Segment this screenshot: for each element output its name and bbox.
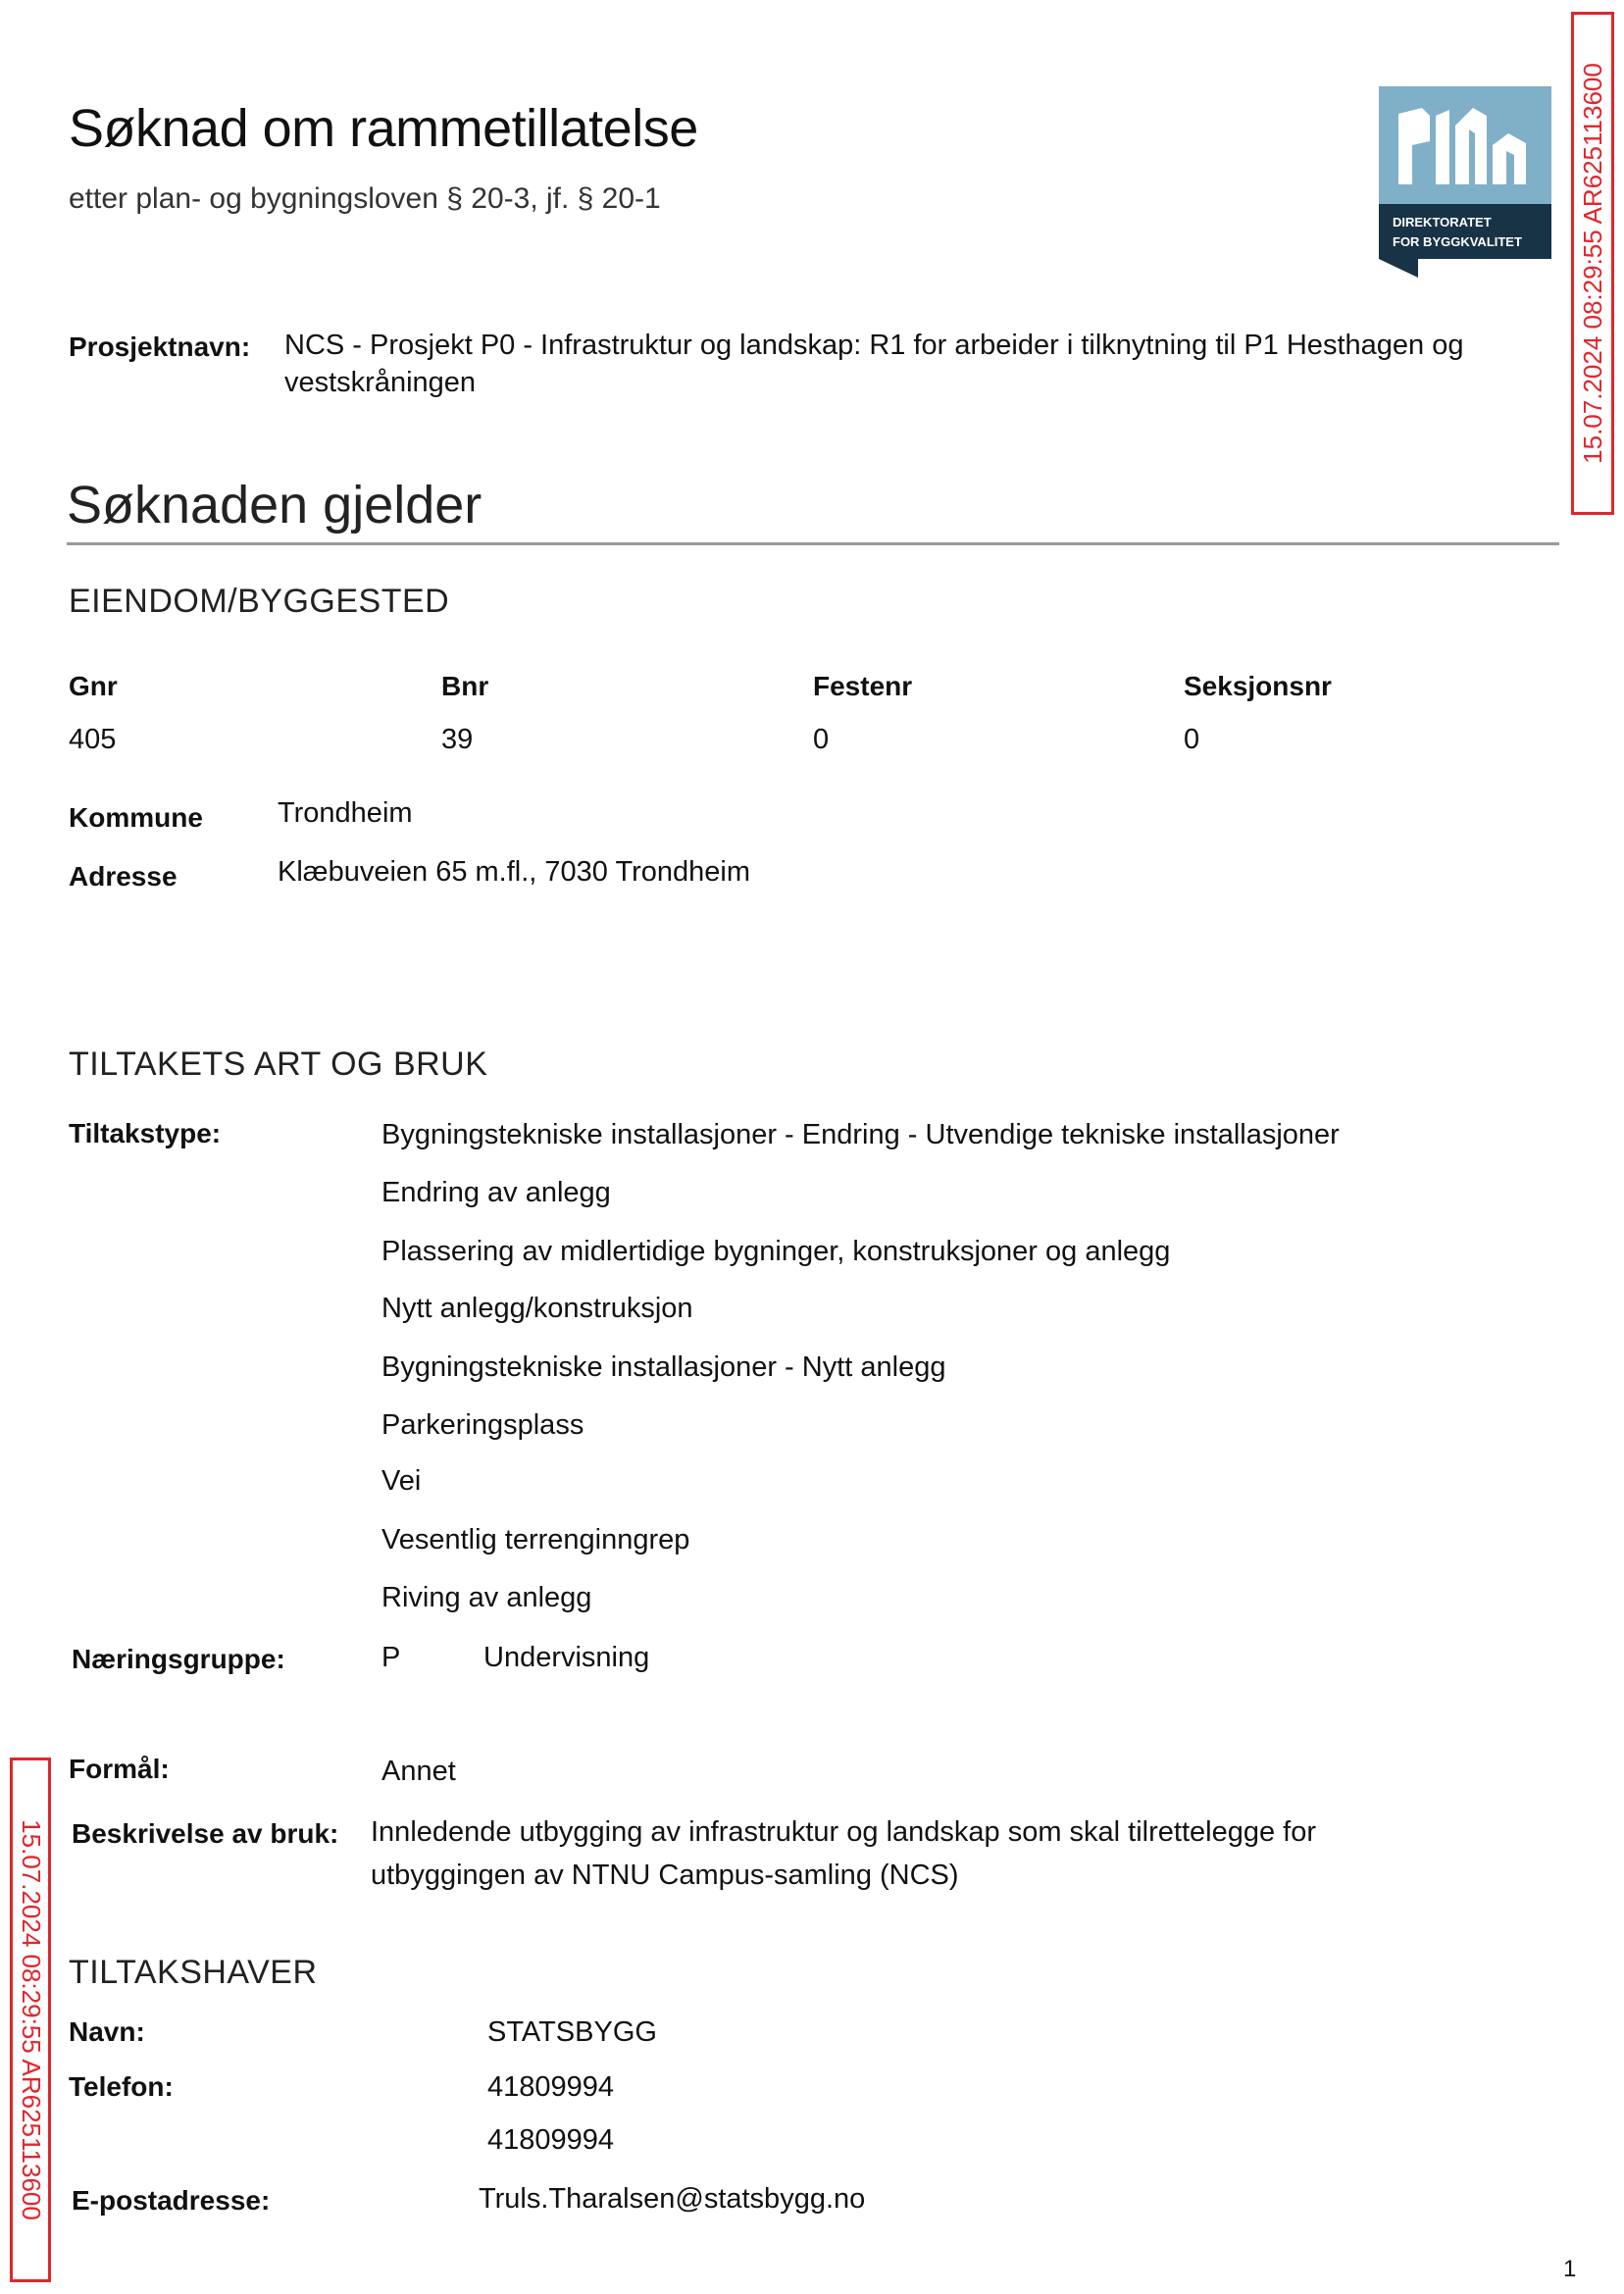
stamp-text: 15.07.2024 08:29:55 AR625113600 [1577, 63, 1607, 464]
bnr-value: 39 [441, 724, 474, 755]
section-divider [67, 542, 1559, 545]
epost-value: Truls.Tharalsen@statsbygg.no [479, 2183, 866, 2215]
project-name-line2: vestskråningen [284, 367, 477, 398]
telefon-value: 41809994 [487, 2124, 615, 2156]
adresse-label: Adresse [69, 861, 178, 892]
tiltakstype-item: Nytt anlegg/konstruksjon [381, 1293, 693, 1324]
tiltakstype-item: Riving av anlegg [381, 1582, 592, 1613]
naeringsgruppe-code: P [381, 1642, 401, 1673]
tiltakstype-item: Parkeringsplass [381, 1409, 584, 1441]
section-title: Søknaden gjelder [67, 476, 482, 535]
tiltakstype-item: Bygningstekniske installasjoner - Endring - Utvendige tekniske installasjoner [381, 1119, 1340, 1150]
tiltakstype-item: Vei [381, 1465, 422, 1497]
tiltakshaver-heading: TILTAKSHAVER [69, 1954, 318, 1991]
beskrivelse-line2: utbyggingen av NTNU Campus-samling (NCS) [371, 1860, 959, 1891]
dibk-logo-graphic [1379, 86, 1551, 278]
timestamp-stamp-top [1571, 12, 1614, 515]
navn-value: STATSBYGG [487, 2016, 657, 2048]
formal-label: Formål: [69, 1754, 170, 1784]
gnr-label: Gnr [69, 671, 118, 701]
tiltakstype-item: Plassering av midlertidige bygninger, konstruksjoner og anlegg [381, 1236, 1171, 1267]
gnr-value: 405 [69, 724, 117, 755]
kommune-value: Trondheim [278, 797, 413, 829]
festenr-value: 0 [813, 724, 830, 755]
tiltakstype-item: Bygningstekniske installasjoner - Nytt anlegg [381, 1351, 946, 1383]
tiltakstype-item: Vesentlig terrenginngrep [381, 1524, 690, 1555]
bnr-label: Bnr [441, 671, 489, 701]
logo-text-line1: DIREKTORATET [1393, 215, 1492, 229]
kommune-label: Kommune [69, 802, 203, 833]
tiltakstype-item: Endring av anlegg [381, 1177, 611, 1208]
document-title: Søknad om rammetillatelse [69, 99, 698, 158]
naeringsgruppe-value: Undervisning [483, 1642, 650, 1673]
stamp-text: 15.07.2024 08:29:55 AR625113600 [16, 1819, 46, 2220]
dibk-logo [1379, 86, 1551, 278]
telefon-value: 41809994 [487, 2071, 615, 2103]
page-number: 1 [1563, 2256, 1577, 2282]
tiltakstype-label: Tiltakstype: [69, 1118, 222, 1148]
beskrivelse-label: Beskrivelse av bruk: [72, 1818, 339, 1849]
property-heading: EIENDOM/BYGGESTED [69, 583, 450, 620]
formal-value: Annet [381, 1756, 456, 1787]
project-name-label: Prosjektnavn: [69, 331, 251, 362]
tiltak-heading: TILTAKETS ART OG BRUK [69, 1045, 488, 1083]
project-name-line1: NCS - Prosjekt P0 - Infrastruktur og landskap: R1 for arbeider i tilknytning til P1 Hesthagen og [284, 330, 1464, 361]
telefon-label: Telefon: [69, 2071, 174, 2102]
timestamp-stamp-bottom [10, 1758, 51, 2282]
document-subtitle: etter plan- og bygningsloven § 20-3, jf. § 20-1 [69, 182, 661, 215]
naeringsgruppe-label: Næringsgruppe: [72, 1644, 285, 1674]
seksjonsnr-label: Seksjonsnr [1184, 671, 1332, 701]
beskrivelse-line1: Innledende utbygging av infrastruktur og landskap som skal tilrettelegge for [371, 1816, 1317, 1848]
festenr-label: Festenr [813, 671, 913, 701]
seksjonsnr-value: 0 [1184, 724, 1200, 755]
adresse-value: Klæbuveien 65 m.fl., 7030 Trondheim [278, 856, 750, 888]
logo-text-line2: FOR BYGGKVALITET [1393, 234, 1522, 249]
navn-label: Navn: [69, 2016, 145, 2047]
epost-label: E-postadresse: [72, 2185, 271, 2216]
